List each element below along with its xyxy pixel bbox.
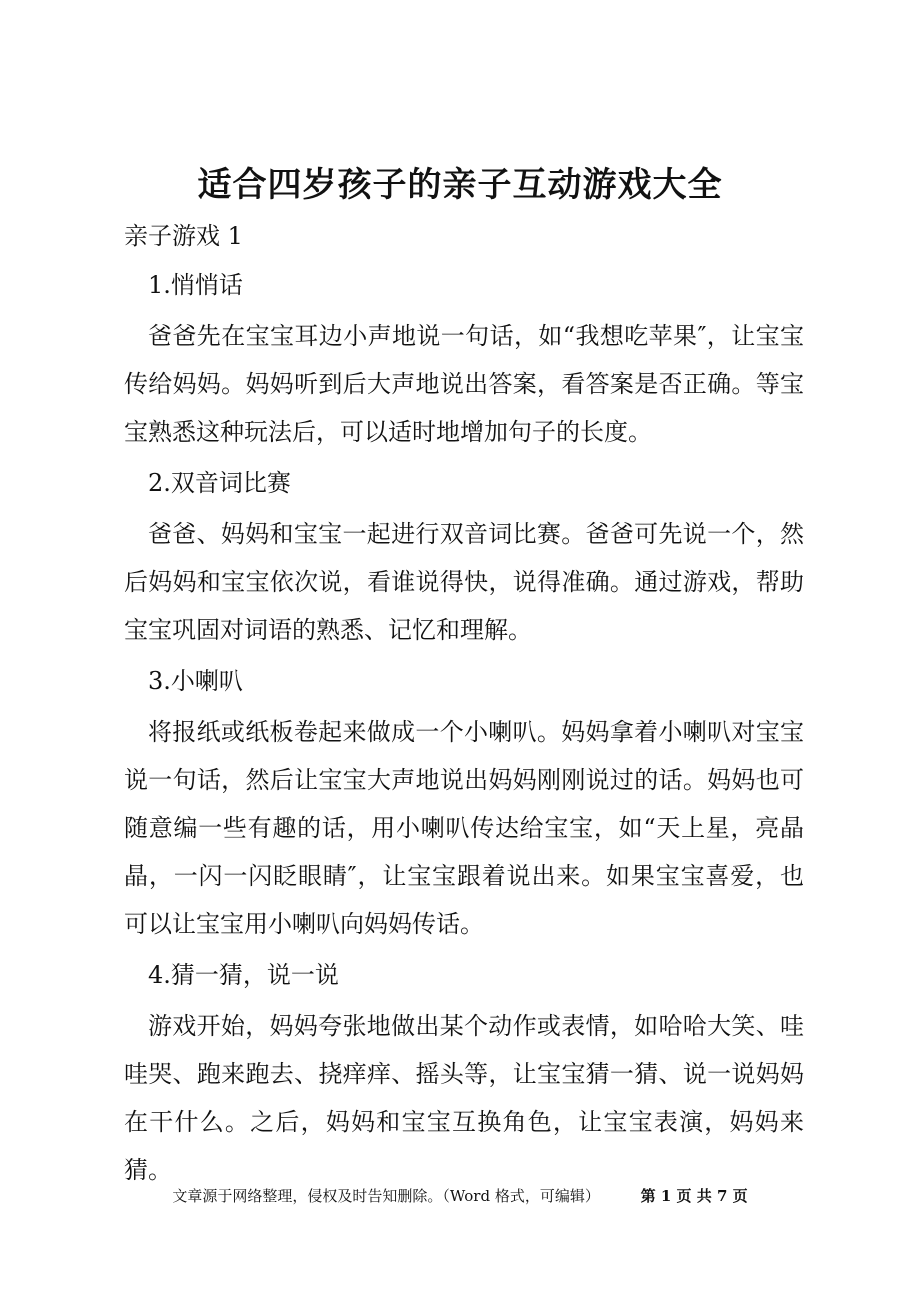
item-heading: 2.双音词比赛 <box>148 469 291 497</box>
document-title: 适合四岁孩子的亲子互动游戏大全 <box>197 165 723 205</box>
page-indicator: 第 1 页 共 7 页 <box>640 1187 748 1205</box>
source-note: 文章源于网络整理，侵权及时告知删除。（Word 格式，可编辑） <box>172 1187 600 1205</box>
item-body: 爸爸、妈妈和宝宝一起进行双音词比赛。爸爸可先说一个，然后妈妈和宝宝依次说，看谁说得快，说得准确。通过游戏，帮助宝宝巩固对词语的熟悉、记忆和理解。 <box>124 520 804 644</box>
game-item-4 <box>124 952 804 1194</box>
item-heading: 1.悄悄话 <box>148 271 243 299</box>
item-body: 将报纸或纸板卷起来做成一个小喇叭。妈妈拿着小喇叭对宝宝说一句话，然后让宝宝大声地说出妈妈刚刚说过的话。妈妈也可随意编一些有趣的话，用小喇叭传达给宝宝，如“天上星，亮晶晶，一闪一闪眨眼睛″，让宝宝跟着说出来。如果宝宝喜爱，也可以让宝宝用小喇叭向妈妈传话。 <box>124 718 804 938</box>
item-heading: 3.小喇叭 <box>148 667 243 695</box>
game-item-1 <box>124 262 804 456</box>
game-item-2 <box>124 460 804 654</box>
page-footer <box>0 1185 920 1207</box>
document-content <box>124 262 804 1198</box>
game-item-3 <box>124 658 804 948</box>
item-heading: 4.猜一猜，说一说 <box>148 961 339 989</box>
section-heading: 亲子游戏 1 <box>124 222 243 250</box>
item-body: 爸爸先在宝宝耳边小声地说一句话，如“我想吃苹果″，让宝宝传给妈妈。妈妈听到后大声地说出答案，看答案是否正确。等宝宝熟悉这种玩法后，可以适时地增加句子的长度。 <box>124 322 804 446</box>
item-body: 游戏开始，妈妈夸张地做出某个动作或表情，如哈哈大笑、哇哇哭、跑来跑去、挠痒痒、摇头等，让宝宝猜一猜、说一说妈妈在干什么。之后，妈妈和宝宝互换角色，让宝宝表演，妈妈来猜。 <box>124 1012 804 1184</box>
